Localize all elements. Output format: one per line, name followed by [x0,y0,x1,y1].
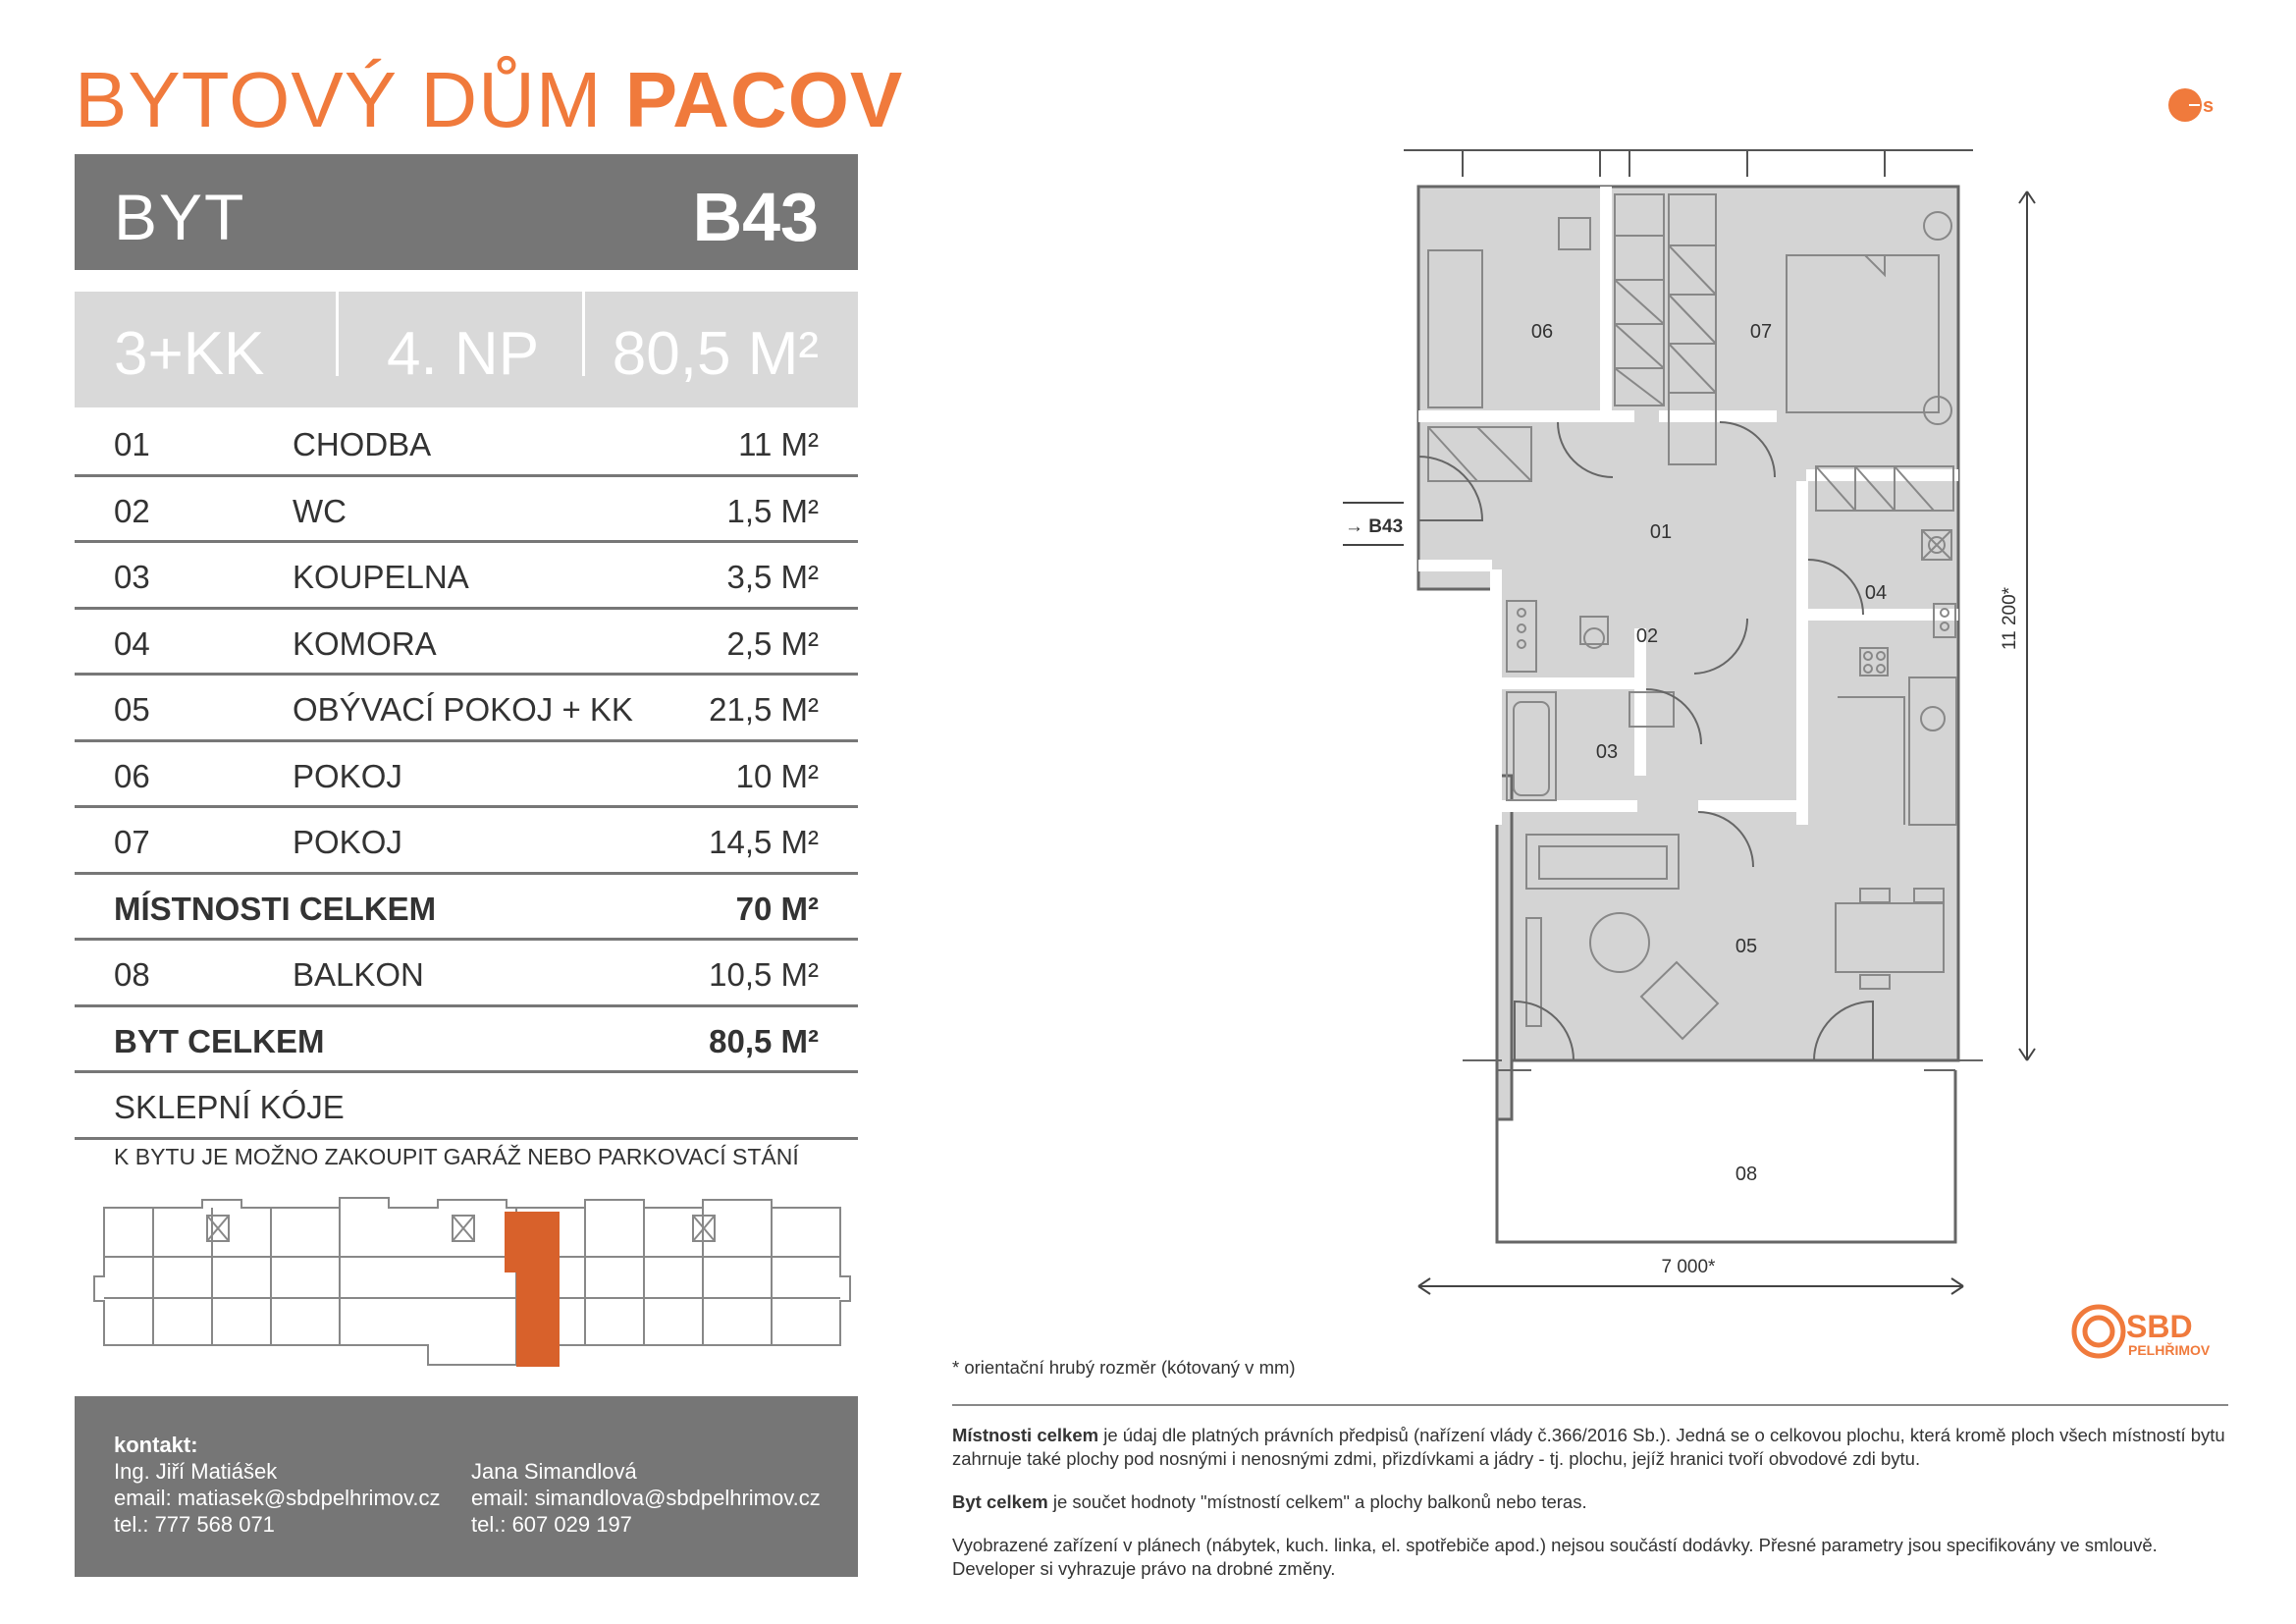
contact-person-2 [471,1458,821,1538]
room-area: 1,5 M² [726,492,819,529]
title-bold: PACOV [624,56,904,143]
room-number: 08 [114,956,150,993]
room-number: 07 [114,824,150,860]
balcony-outline [1497,1070,1955,1242]
contact-email[interactable]: email: simandlova@sbdpelhrimov.cz [471,1486,821,1510]
unit-area: 80,5 M² [612,320,819,388]
rooms-total-explanation [952,1424,2228,1471]
table-row [75,676,858,742]
room-name: BALKON [293,956,424,993]
page-title [75,56,904,143]
room-number: 01 [114,426,150,462]
unit-header [75,154,858,270]
furniture-disclaimer: Vyobrazené zařízení v plánech (nábytek, kuch. linka, el. spotřebiče apod.) nejsou součástí dodávky. Přesné parametry jsou specifikovány ve smlouvě. Developer si vyhrazuje právo na drobné změny. [952,1535,2158,1579]
room-area: 10,5 M² [709,956,819,993]
room-name: OBÝVACÍ POKOJ + KK [293,691,633,728]
corner-logo-icon [2167,82,2213,128]
room-table [75,410,858,1140]
sbd-logo-icon [2069,1298,2226,1367]
dimension-height: 11 200* [2000,586,2020,651]
room-number: 05 [114,691,150,728]
balcony-row [75,941,858,1007]
garage-note: K BYTU JE MOŽNO ZAKOUPIT GARÁŽ NEBO PARKOVACÍ STÁNÍ [114,1144,799,1169]
room-label: 06 [1530,321,1554,343]
dimension-width: 7 000* [1661,1257,1716,1277]
contact-box [75,1396,858,1577]
table-row [75,410,858,477]
contact-email[interactable]: email: matiasek@sbdpelhrimov.cz [114,1486,441,1510]
unit-total-row [75,1007,858,1074]
unit-layout: 3+KK [114,320,265,388]
unit-total-term: Byt celkem [952,1491,1048,1512]
corner-logo-letter: s [2203,95,2215,117]
table-row [75,610,858,677]
cellar-label: SKLEPNÍ KÓJE [114,1089,345,1125]
room-name: POKOJ [293,757,402,794]
room-label: 05 [1735,936,1758,957]
rooms-total-term: Místnosti celkem [952,1425,1099,1445]
sbd-logo-text: SBD [2126,1309,2193,1344]
rooms-total-label: MÍSTNOSTI CELKEM [114,890,437,927]
contact-name: Ing. Jiří Matiášek [114,1459,278,1484]
unit-code: B43 [692,179,819,255]
room-name: KOMORA [293,624,437,662]
divider [952,1404,2228,1406]
unit-total-explanation [952,1490,2228,1514]
room-number: 04 [114,624,150,662]
cellar-row [75,1073,858,1140]
highlighted-unit [505,1212,560,1367]
unit-total-area: 80,5 M² [709,1022,819,1059]
room-label: 03 [1595,741,1619,763]
contact-phone[interactable]: tel.: 607 029 197 [471,1512,632,1537]
unit-floor: 4. NP [387,320,540,388]
rooms-total-row [75,875,858,942]
room-number: 03 [114,559,150,595]
entry-label: → B43 [1345,516,1404,537]
sbd-logo-subtext: PELHŘIMOV [2128,1342,2211,1358]
room-area: 14,5 M² [709,824,819,860]
unit-label: BYT [114,181,246,253]
unit-total-text: je součet hodnoty "místností celkem" a plochy balkonů nebo teras. [1047,1491,1587,1512]
room-name: WC [293,492,347,529]
room-label: 07 [1749,321,1773,343]
title-light: BYTOVÝ DŮM [75,56,603,143]
room-area: 11 M² [738,426,819,462]
contact-name: Jana Simandlová [471,1459,637,1484]
room-area: 3,5 M² [726,559,819,595]
rooms-total-area: 70 M² [735,890,819,927]
contact-phone[interactable]: tel.: 777 568 071 [114,1512,275,1537]
room-name: KOUPELNA [293,559,469,595]
building-key-plan [94,1178,860,1375]
floor-plan [1335,147,2042,1296]
contact-person-1 [114,1458,440,1538]
table-row [75,742,858,809]
room-number: 02 [114,492,150,529]
table-row [75,543,858,610]
table-row [75,477,858,544]
room-label: 02 [1635,625,1659,647]
room-area: 2,5 M² [726,624,819,662]
unit-spec-bar [75,292,858,407]
room-area: 21,5 M² [709,691,819,728]
rooms-total-text: je údaj dle platných právních předpisů (nařízení vlády č.366/2016 Sb.). Jedná se o celkovou plochu, která kromě ploch všech místností bytu zahrnuje také plochy pod nosnými i nenosnými zdmi, přizdívkami a jádry - tj. plochu, jejíž hranici tvoří obvodové zdi bytu. [952,1425,2225,1469]
room-area: 10 M² [735,757,819,794]
contact-heading: kontakt: [114,1433,198,1457]
room-label: 01 [1649,521,1673,543]
room-number: 06 [114,757,150,794]
spec-divider [336,292,339,376]
table-row [75,808,858,875]
room-name: POKOJ [293,824,402,860]
unit-total-label: BYT CELKEM [114,1022,325,1059]
room-name: CHODBA [293,426,432,462]
dimension-note: * orientační hrubý rozměr (kótovaný v mm) [952,1357,1296,1378]
room-label: 08 [1735,1164,1758,1185]
room-label: 04 [1864,582,1888,604]
spec-divider [582,292,585,376]
